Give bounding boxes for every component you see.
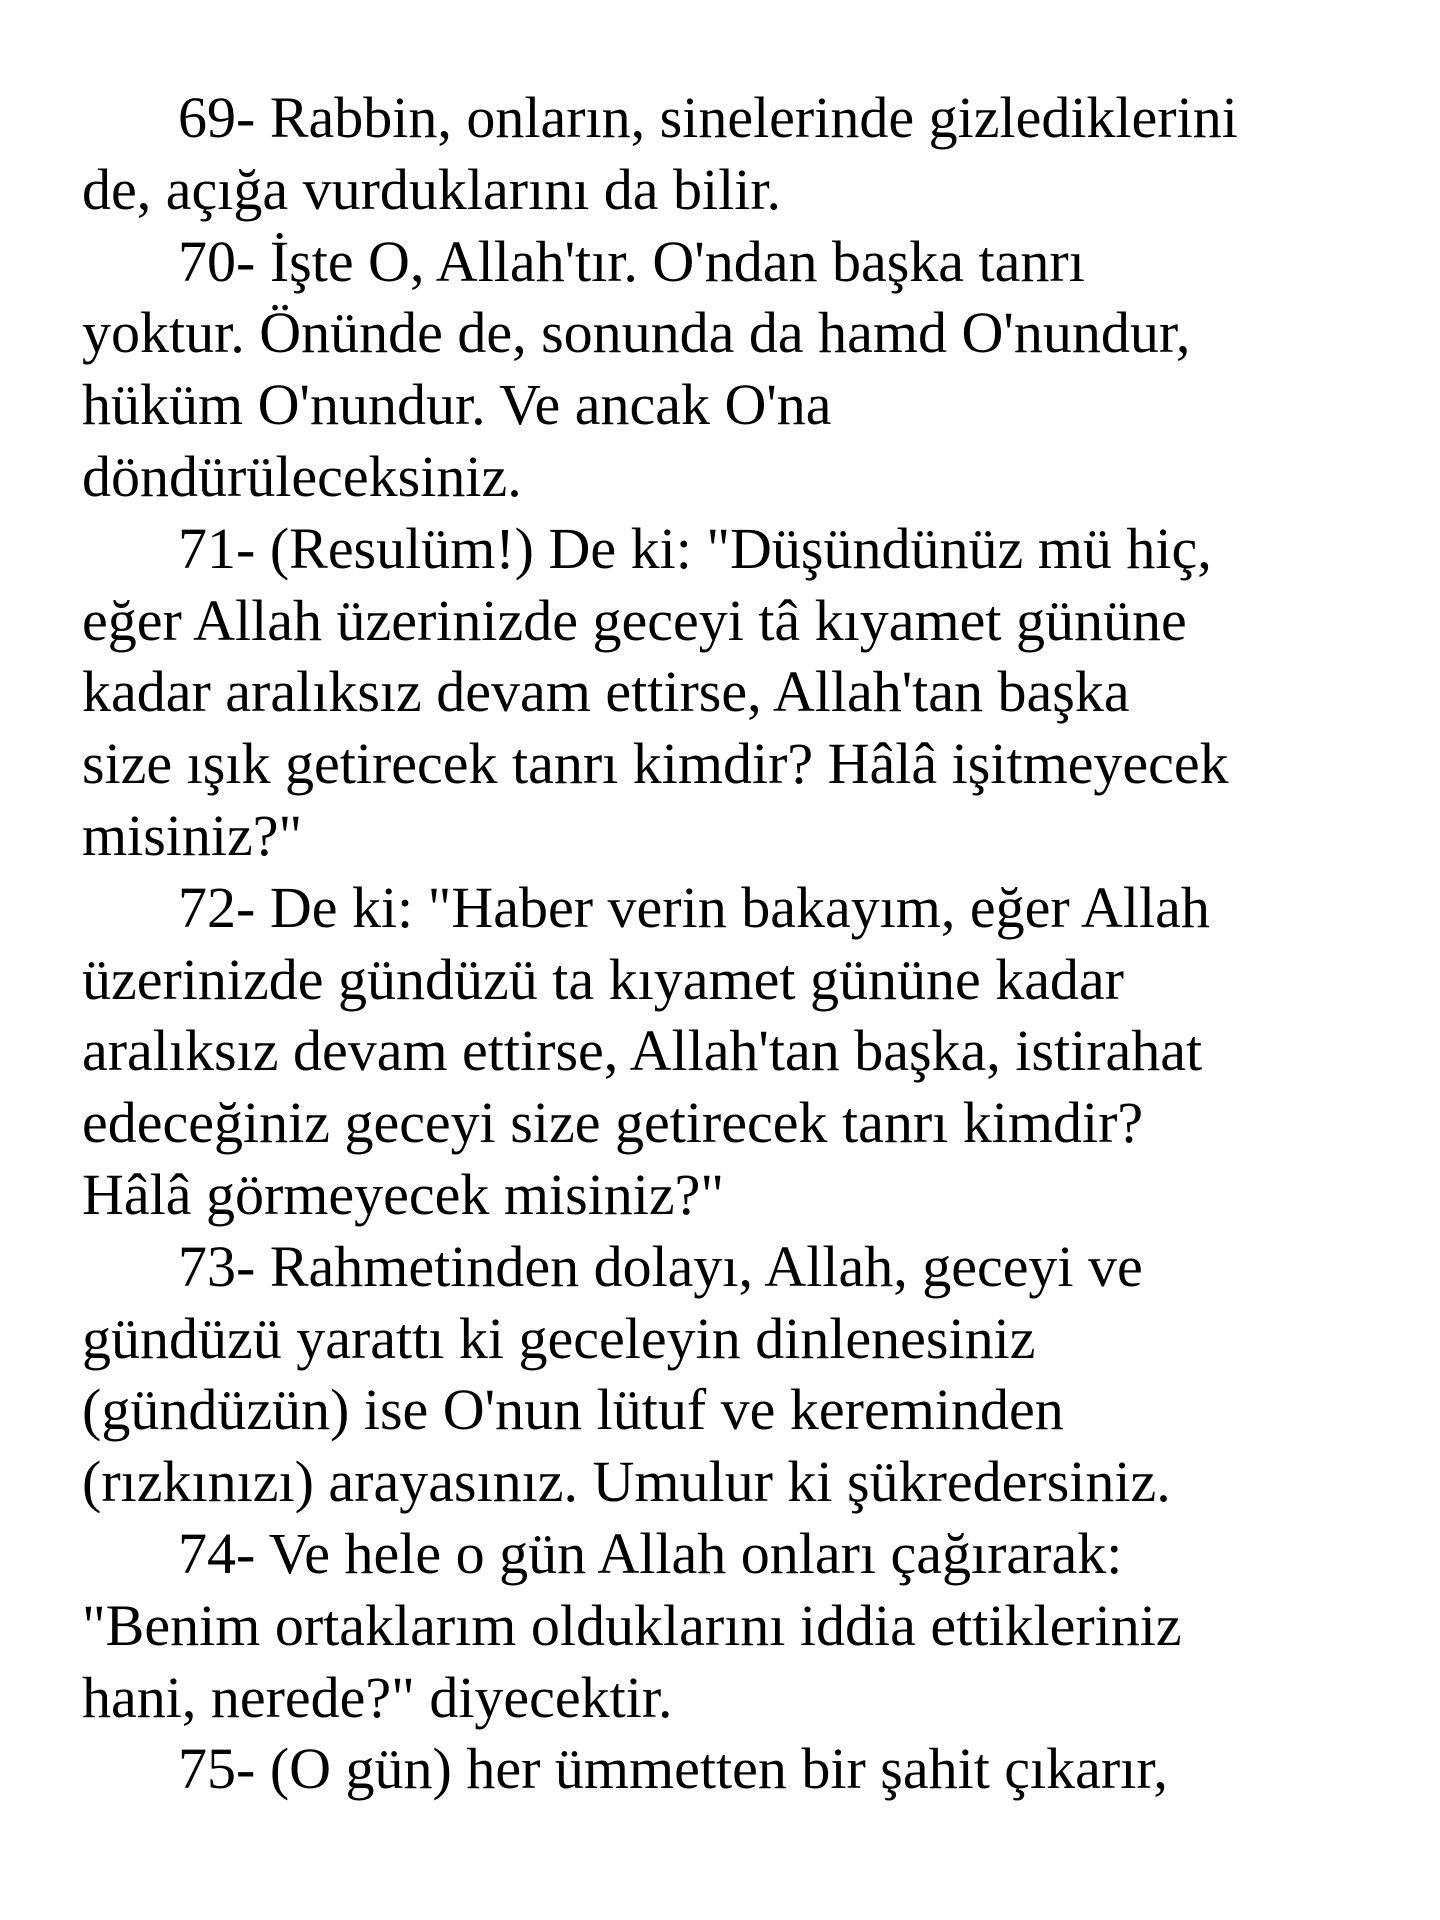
verse-73 <box>82 1231 1372 1518</box>
verse-line: 72- De ki: "Haber verin bakayım, eğer Allah <box>178 874 1210 940</box>
verse-line: 71- (Resulüm!) De ki: "Düşündünüz mü hiç, <box>178 515 1212 581</box>
verse-line: üzerinizde gündüzü ta kıyamet gününe kadar <box>82 946 1124 1012</box>
verse-line: edeceğiniz geceyi size getirecek tanrı kimdir? <box>82 1090 1144 1156</box>
verse-line: (rızkınızı) arayasınız. Umulur ki şükredersiniz. <box>82 1449 1171 1515</box>
verse-line: yoktur. Önünde de, sonunda da hamd O'nundur, <box>82 300 1191 366</box>
verse-72 <box>82 872 1372 1231</box>
verse-line: Hâlâ görmeyecek misiniz?" <box>82 1161 725 1227</box>
verse-line: aralıksız devam ettirse, Allah'tan başka, istirahat <box>82 1018 1203 1084</box>
verse-line: döndürüleceksiniz. <box>82 443 522 509</box>
verse-line: kadar aralıksız devam ettirse, Allah'tan başka <box>82 659 1130 725</box>
verse-line: "Benim ortaklarım olduklarını iddia ettikleriniz <box>82 1592 1182 1658</box>
verse-69 <box>82 82 1372 226</box>
verse-71 <box>82 513 1372 872</box>
verse-line: 75- (O gün) her ümmetten bir şahit çıkarır, <box>178 1736 1168 1802</box>
verse-text-column <box>82 82 1372 1805</box>
verse-75 <box>82 1733 1372 1805</box>
verse-line: eğer Allah üzerinizde geceyi tâ kıyamet gününe <box>82 587 1187 653</box>
verse-line: 74- Ve hele o gün Allah onları çağırarak: <box>178 1520 1123 1586</box>
verse-line: size ışık getirecek tanrı kimdir? Hâlâ işitmeyecek <box>82 731 1229 797</box>
verse-line: 69- Rabbin, onların, sinelerinde gizlediklerini <box>178 85 1238 150</box>
verse-line: (gündüzün) ise O'nun lütuf ve kereminden <box>82 1377 1064 1443</box>
verse-line: 73- Rahmetinden dolayı, Allah, geceyi ve <box>178 1233 1143 1299</box>
verse-line: misiniz?" <box>82 802 303 868</box>
verse-line: de, açığa vurduklarını da bilir. <box>82 156 782 222</box>
verse-74 <box>82 1518 1372 1733</box>
verse-line: hüküm O'nundur. Ve ancak O'na <box>82 372 832 438</box>
verse-line: 70- İşte O, Allah'tır. O'ndan başka tanrı <box>178 228 1085 294</box>
verse-line: gündüzü yarattı ki geceleyin dinlenesiniz <box>82 1305 1036 1371</box>
verse-70 <box>82 226 1372 513</box>
verse-line: hani, nerede?" diyecektir. <box>82 1664 673 1730</box>
